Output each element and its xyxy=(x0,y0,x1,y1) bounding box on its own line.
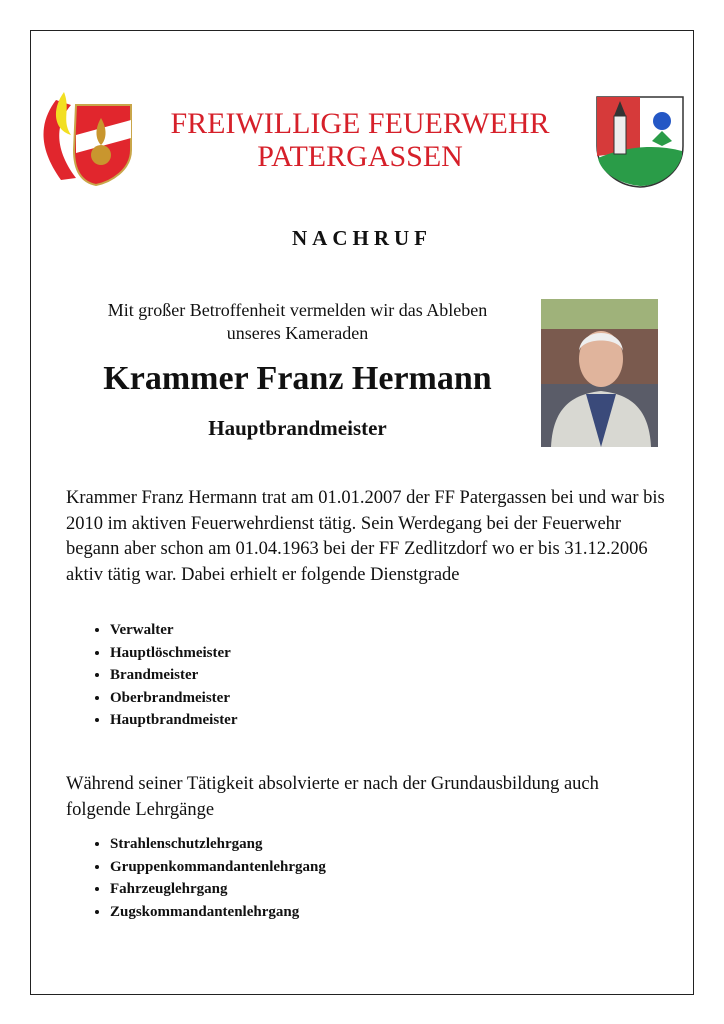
courses-list xyxy=(84,833,326,923)
fire-brigade-logo-icon xyxy=(36,90,132,186)
list-item: • Gruppenkommandantenlehrgang xyxy=(110,856,326,879)
list-item: • Oberbrandmeister xyxy=(110,687,238,710)
list-item: • Fahrzeuglehrgang xyxy=(110,878,326,901)
header-line-1: FREIWILLIGE FEUERWEHR xyxy=(170,107,550,140)
header-line-2: PATERGASSEN xyxy=(257,140,463,173)
list-item: • Hauptbrandmeister xyxy=(110,709,238,732)
list-item: • Hauptlöschmeister xyxy=(110,642,238,665)
portrait-photo xyxy=(541,299,658,447)
courses-paragraph: Während seiner Tätigkeit absolvierte er nach der Grundausbildung auch folgende Lehrgänge xyxy=(66,774,599,820)
ranks-list xyxy=(84,619,238,732)
list-item: • Verwalter xyxy=(110,619,238,642)
list-item: • Brandmeister xyxy=(110,664,238,687)
list-item: • Strahlenschutzlehrgang xyxy=(110,833,326,856)
municipal-coat-of-arms-icon xyxy=(596,96,684,188)
header-title xyxy=(130,107,590,173)
deceased-name: Krammer Franz Hermann xyxy=(103,360,492,397)
intro-text xyxy=(70,299,525,345)
intro-line-1: Mit großer Betroffenheit vermelden wir das Ableben xyxy=(107,300,488,320)
deceased-rank: Hauptbrandmeister xyxy=(208,416,387,440)
document-title: NACHRUF xyxy=(292,226,432,250)
intro-line-2: unseres Kameraden xyxy=(226,323,369,343)
list-item: • Zugskommandantenlehrgang xyxy=(110,901,326,924)
career-paragraph: Krammer Franz Hermann trat am 01.01.2007 der FF Patergassen bei und war bis 2010 im aktiven Feuerwehrdienst tätig. Sein Werdegang bei der Feuerwehr begann aber schon am 01.04.1963 bei der FF Zedlitzdorf wo er bis 31.12.2006 aktiv tätig war. Dabei erhielt er folgende Dienstgrade xyxy=(66,488,665,585)
